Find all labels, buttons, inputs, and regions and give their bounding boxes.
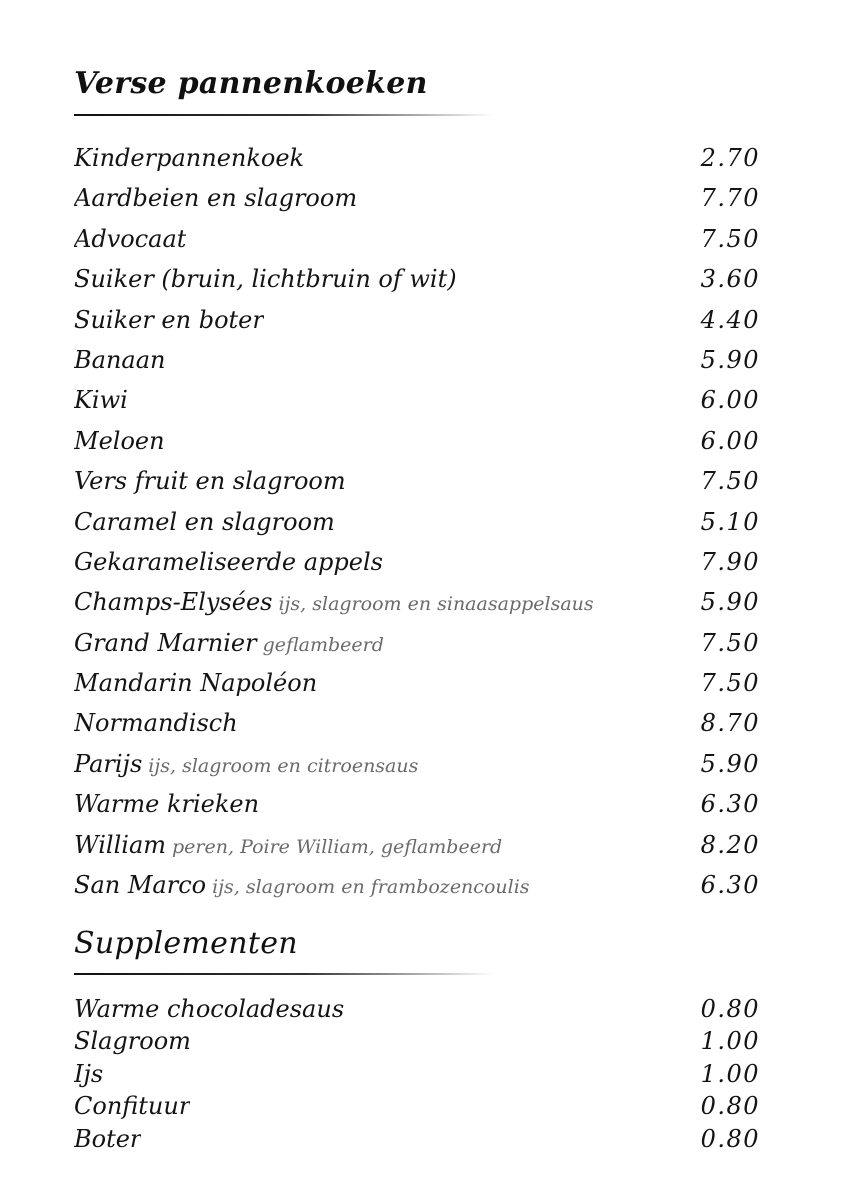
menu-item-price: 2.70	[700, 144, 760, 172]
section-title-pancakes: Verse pannenkoeken	[74, 66, 428, 101]
menu-item	[74, 340, 760, 380]
menu-item	[74, 663, 760, 703]
section-title-supplements: Supplementen	[74, 926, 298, 961]
menu-item-label	[74, 1090, 190, 1122]
menu-item-name: Kinderpannenkoek	[74, 144, 305, 172]
menu-item-label	[74, 259, 457, 299]
menu-item-label	[74, 502, 335, 542]
menu-item-label	[74, 993, 344, 1025]
menu-item-label	[74, 1025, 191, 1057]
menu-item-label	[74, 703, 238, 743]
menu-item-label	[74, 421, 165, 461]
menu-item	[74, 380, 760, 420]
menu-item-price: 8.70	[700, 709, 760, 738]
menu-item-name: Mandarin Napoléon	[74, 669, 318, 698]
menu-item	[74, 993, 760, 1025]
menu-item-label	[74, 340, 165, 380]
menu-item-price: 6.30	[700, 790, 760, 819]
section-divider	[74, 114, 494, 116]
menu-item-name: Normandisch	[74, 709, 238, 738]
menu-item	[74, 1058, 760, 1090]
menu-item	[74, 703, 760, 743]
menu-item-price: 5.90	[700, 749, 760, 778]
menu-item-label	[74, 784, 259, 824]
menu-item-name: Warme krieken	[74, 790, 260, 819]
menu-item-label	[74, 1058, 103, 1090]
menu-item	[74, 421, 760, 461]
menu-item-name: Confituur	[74, 1092, 191, 1121]
menu-item-label	[74, 542, 383, 582]
menu-item-name: Slagroom	[74, 1027, 191, 1056]
menu-item-name: Advocaat	[74, 224, 187, 253]
menu-item-name: William	[74, 830, 167, 859]
menu-item-label	[74, 219, 186, 259]
menu-item	[74, 1123, 760, 1155]
menu-item	[74, 542, 760, 582]
menu-item	[74, 825, 760, 865]
menu-item-label	[74, 1123, 141, 1155]
menu-item-price: 7.90	[700, 547, 760, 576]
menu-item-name: Aardbeien en slagroom	[74, 184, 358, 213]
menu-item-price: 7.50	[700, 467, 760, 496]
supplement-list	[74, 993, 760, 1155]
menu-item-description: ijs, slagroom en frambozencoulis	[212, 876, 530, 899]
menu-item-price: 6.00	[700, 386, 760, 415]
menu-item-name: Ijs	[74, 1059, 104, 1088]
menu-item-price: 7.50	[700, 224, 760, 253]
menu-item-name: Vers fruit en slagroom	[74, 467, 346, 496]
menu-item-description: ijs, slagroom en citroensaus	[148, 754, 419, 777]
menu-item	[74, 865, 760, 905]
menu-item	[74, 461, 760, 501]
menu-item-price: 0.80	[700, 1092, 760, 1121]
menu-item	[74, 623, 760, 663]
menu-item-price: 5.90	[700, 588, 760, 617]
menu-item-price: 6.00	[700, 426, 760, 455]
menu-item	[74, 502, 760, 542]
menu-item-label	[74, 663, 317, 703]
menu-item-price: 4.40	[700, 305, 760, 334]
menu-item-name: Grand Marnier	[74, 628, 257, 657]
menu-item-price: 0.80	[700, 995, 760, 1023]
pancake-list	[74, 138, 760, 905]
menu-item-price: 7.50	[700, 628, 760, 657]
menu-item	[74, 1025, 760, 1057]
menu-item	[74, 300, 760, 340]
menu-item-price: 1.00	[700, 1059, 760, 1088]
menu-item	[74, 259, 760, 299]
menu-item-price: 5.90	[700, 345, 760, 374]
menu-item	[74, 744, 760, 784]
menu-item-label	[74, 623, 384, 665]
menu-item	[74, 784, 760, 824]
menu-item-label	[74, 380, 128, 420]
menu-item-name: Kiwi	[74, 386, 128, 415]
menu-item-description: geflambeerd	[262, 633, 384, 656]
menu-item	[74, 138, 760, 178]
menu-item-name: San Marco	[74, 871, 207, 900]
menu-item-name: Meloen	[74, 426, 165, 455]
menu-item-name: Gekarameliseerde appels	[74, 547, 383, 576]
menu-item-label	[74, 825, 502, 867]
menu-item-name: Suiker (bruin, lichtbruin of wit)	[74, 265, 457, 294]
menu-item-name: Boter	[74, 1124, 142, 1153]
menu-item-label	[74, 178, 357, 218]
menu-item-name: Suiker en boter	[74, 305, 264, 334]
menu-item-price: 1.00	[700, 1027, 760, 1056]
menu-item-label	[74, 582, 594, 624]
menu-item-price: 7.50	[700, 669, 760, 698]
menu-item-description: ijs, slagroom en sinaasappelsaus	[278, 593, 594, 616]
menu-item-label	[74, 461, 346, 501]
menu-item-price: 8.20	[700, 830, 760, 859]
menu-item-price: 5.10	[700, 507, 760, 536]
menu-item	[74, 582, 760, 622]
menu-item-price: 6.30	[700, 871, 760, 900]
menu-item-description: peren, Poire William, geflambeerd	[172, 835, 503, 858]
menu-item-name: Caramel en slagroom	[74, 507, 335, 536]
menu-item-price: 3.60	[700, 265, 760, 294]
menu-item-label	[74, 300, 264, 340]
section-divider	[74, 973, 494, 975]
menu-item-name: Banaan	[74, 345, 166, 374]
menu-item	[74, 219, 760, 259]
menu-item-name: Warme chocoladesaus	[74, 995, 345, 1023]
menu-item-price: 0.80	[700, 1124, 760, 1153]
menu-item-label	[74, 744, 418, 786]
menu-item-name: Parijs	[74, 749, 143, 778]
menu-item	[74, 178, 760, 218]
menu-item-label	[74, 865, 530, 907]
menu-item	[74, 1090, 760, 1122]
menu-item-name: Champs-Elysées	[74, 588, 273, 617]
menu-item-price: 7.70	[700, 184, 760, 213]
menu-item-label	[74, 138, 304, 178]
